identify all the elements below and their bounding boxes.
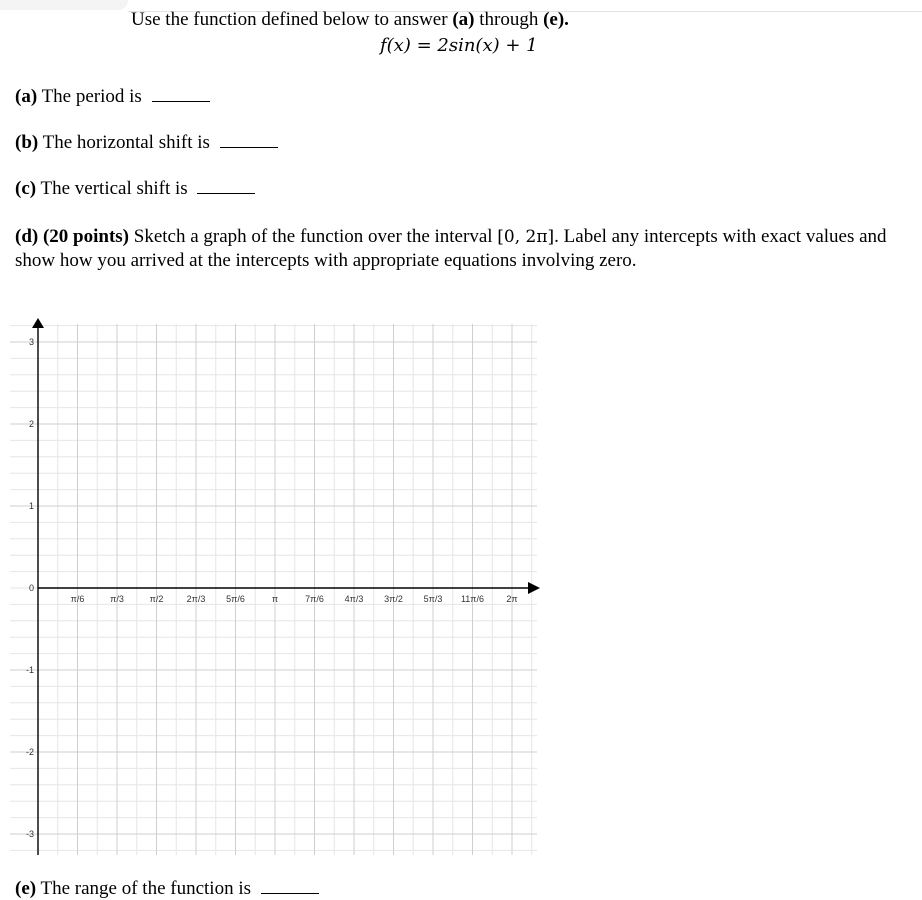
y-tick-label: -1 <box>25 665 34 675</box>
major-grid <box>10 324 537 855</box>
y-tick-label: 2 <box>28 419 34 429</box>
blank-graph-grid[interactable] <box>0 310 560 870</box>
instruction-line <box>131 9 569 31</box>
y-tick-label: 1 <box>28 501 34 511</box>
x-tick-label: 2π/3 <box>186 594 206 604</box>
y-tick-label: -3 <box>25 829 34 839</box>
question-d-text-after: . Label any intercepts with exact values and show how you arrived at the intercepts with appropriate equations involving zero. <box>15 226 887 271</box>
question-a-label: (a) <box>15 86 38 107</box>
x-tick-label: 3π/2 <box>384 594 403 604</box>
x-tick-label: 5π/6 <box>226 594 245 604</box>
instruction-prefix: Use the function defined below to answer <box>131 9 453 30</box>
question-d-interval: [0, 2π] <box>497 227 555 247</box>
instruction-a: (a) <box>452 9 475 30</box>
instruction-e: (e). <box>543 9 569 30</box>
answer-blank-b[interactable] <box>220 133 278 148</box>
x-tick-label: 11π/6 <box>460 594 485 604</box>
instruction-mid: through <box>474 9 544 30</box>
question-c <box>15 178 255 200</box>
x-tick-label: π/6 <box>70 594 85 604</box>
y-tick-label: 3 <box>28 337 34 347</box>
x-axis-arrow <box>528 582 540 594</box>
question-e <box>15 878 319 900</box>
question-e-text: The range of the function is <box>36 878 256 899</box>
answer-blank-c[interactable] <box>197 179 255 194</box>
answer-blank-a[interactable] <box>152 87 210 102</box>
x-tick-label: 5π/3 <box>423 594 443 604</box>
x-tick-label: π/3 <box>110 594 124 604</box>
minor-grid <box>10 324 537 855</box>
question-b-text: The horizontal shift is <box>38 132 215 153</box>
question-c-label: (c) <box>15 178 37 199</box>
question-b-label: (b) <box>15 132 39 153</box>
axes <box>32 318 540 855</box>
y-axis-arrow <box>32 318 44 328</box>
question-d-label: (d) (20 points) <box>15 226 130 247</box>
question-d <box>15 225 910 272</box>
question-e-label: (e) <box>15 878 37 899</box>
question-a-text: The period is <box>37 86 147 107</box>
answer-blank-e[interactable] <box>261 879 319 894</box>
x-tick-label: 7π/6 <box>305 594 324 604</box>
x-tick-label: π/2 <box>149 594 164 604</box>
header-blot <box>0 0 128 10</box>
y-tick-label: 0 <box>28 583 34 593</box>
question-a <box>15 86 210 108</box>
y-tick-label: -2 <box>25 747 34 757</box>
question-c-text: The vertical shift is <box>36 178 193 199</box>
question-b <box>15 132 278 154</box>
question-d-text-before: Sketch a graph of the function over the interval <box>129 226 498 247</box>
x-tick-label: 2π <box>506 594 518 604</box>
x-tick-label: π <box>271 594 279 604</box>
x-tick-label: 4π/3 <box>344 594 364 604</box>
function-formula: f(x) = 2sin(x) + 1 <box>380 35 538 56</box>
